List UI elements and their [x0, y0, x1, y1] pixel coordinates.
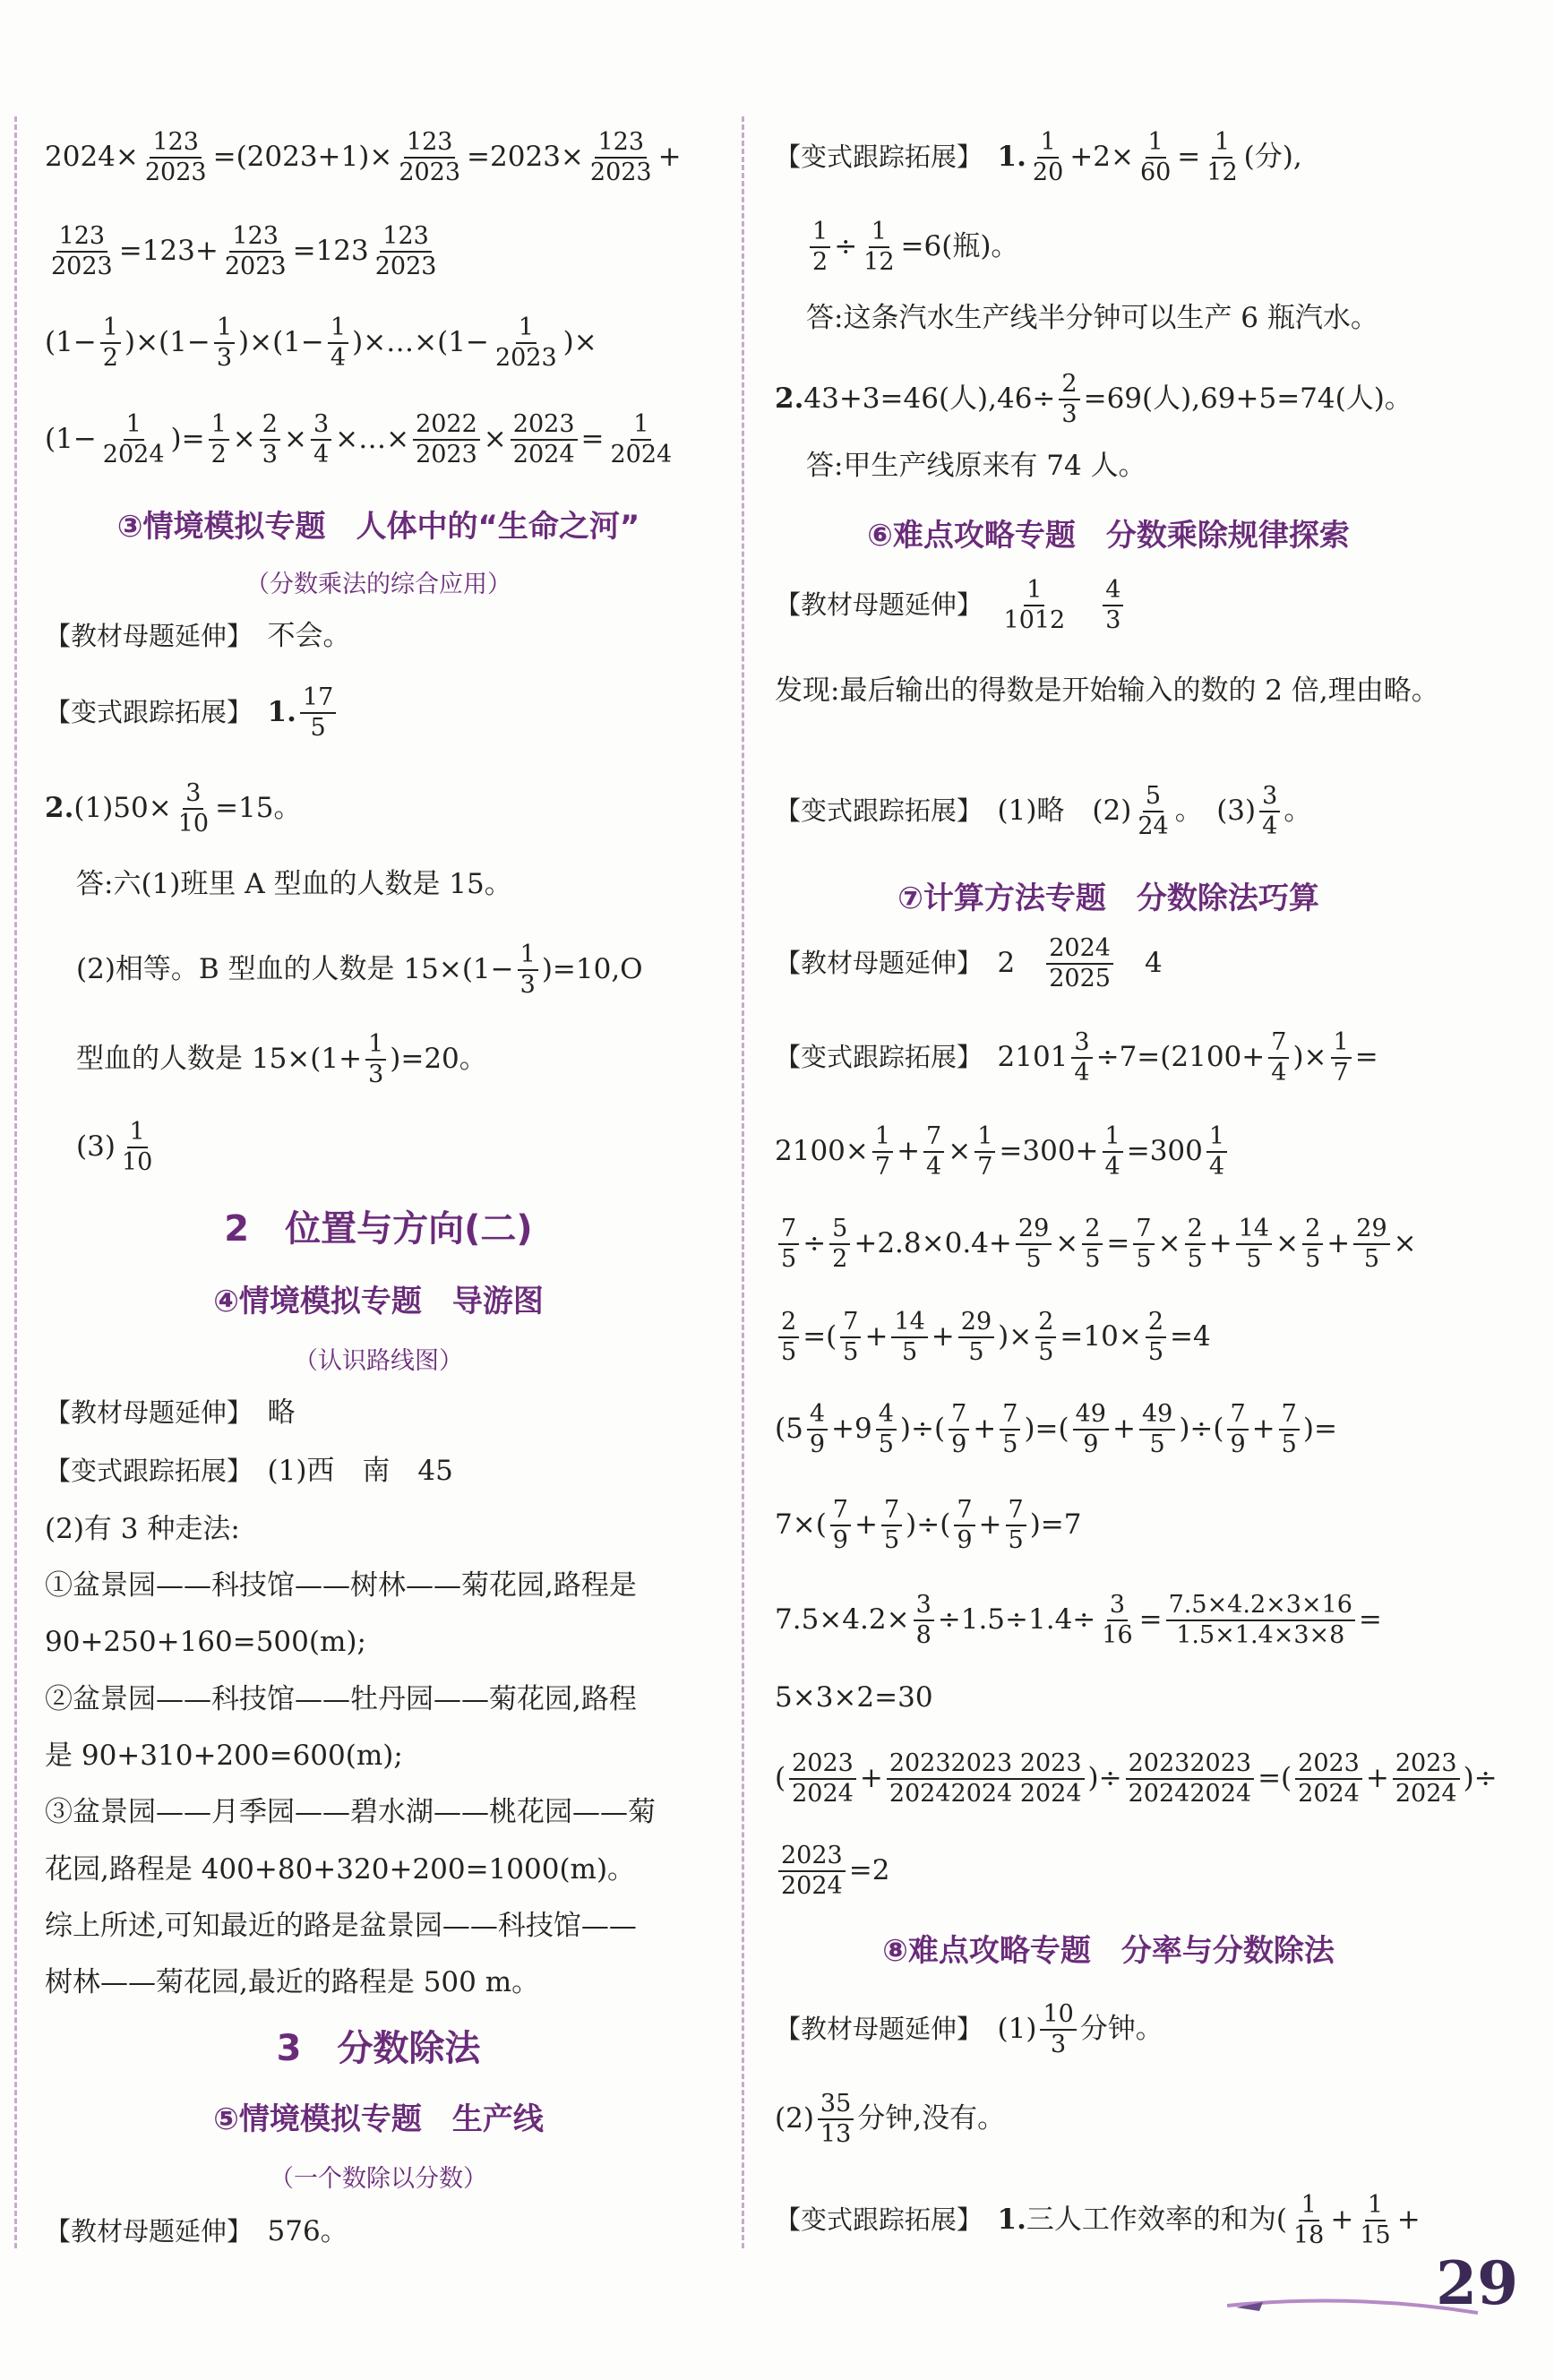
answer-line: 【变式跟踪拓展】 1.三人工作效率的和为( $\frac{1}{18}$ + $\frac{1}{15}$ +	[775, 2191, 1421, 2250]
answer-line: (3) $\frac{1}{10}$	[76, 1118, 153, 1177]
equation-line: 2100× $\frac{1}{7}$ + $\frac{7}{4}$ × $\frac{1}{7}$ =300+ $\frac{1}{4}$ =300 $\frac{1}{4}$	[775, 1124, 1231, 1181]
answer-line: 【教材母题延伸】 2 $\frac{2024}{2025}$ 4	[775, 934, 1163, 993]
section-heading: ⑥难点攻略专题 分数乘除规律探索	[867, 518, 1350, 554]
answer-line: 90+250+160=500(m);	[45, 1626, 366, 1658]
equation-line: ( $\frac{2023}{2024}$ + $\frac{20232023 2023}{20242024 2024}$ )÷ $\frac{20232023}{20242024}$ =( $\frac{2023}{2024}$ + $\frac{2023}{2024}$ )÷	[775, 1749, 1498, 1809]
answer-line: ①盆景园——科技馆——树林——菊花园,路程是	[45, 1569, 637, 1602]
answer-line: 综上所述,可知最近的路是盆景园——科技馆——	[45, 1910, 637, 1942]
equation-line: $\frac{7}{5}$ ÷ $\frac{5}{2}$ +2.8×0.4+ $\frac{29}{5}$ × $\frac{2}{5}$ = $\frac{7}{5}$ × $\frac{2}{5}$ + $\frac{14}{5}$ × $\frac{2}{5}$ + $\frac{29}{5}$ ×	[775, 1216, 1417, 1273]
page-number: 29	[1436, 2248, 1518, 2318]
answer-line: 答:六(1)班里 A 型血的人数是 15。	[76, 868, 512, 900]
section-heading: ④情境模拟专题 导游图	[213, 1284, 544, 1319]
answer-line: 【教材母题延伸】 略	[45, 1396, 296, 1429]
chapter-title: 2 位置与方向(二)	[224, 1208, 533, 1250]
left-margin-divider	[14, 116, 17, 2248]
section-subtitle: （认识路线图）	[294, 1347, 463, 1375]
answer-line: 【变式跟踪拓展】 1. $\frac{1}{20}$ +2× $\frac{1}{60}$ = $\frac{1}{12}$ (分),	[775, 128, 1302, 187]
answer-line: 花园,路程是 400+80+320+200=1000(m)。	[45, 1853, 636, 1886]
answer-line: (2)有 3 种走法:	[45, 1513, 240, 1545]
section-heading: ⑤情境模拟专题 生产线	[213, 2101, 544, 2137]
equation-line: $\frac{2023}{2024}$ =2	[775, 1843, 889, 1900]
answer-line: (2)相等。B 型血的人数是 15×(1− $\frac{1}{3}$ )=10,O	[76, 941, 643, 1000]
answer-line: 【变式跟踪拓展】 (1)西 南 45	[45, 1455, 453, 1487]
equation-line: (1− $\frac{1}{2}$ )×(1− $\frac{1}{3}$ )×(1− $\frac{1}{4}$ )×…×(1− $\frac{1}{2023}$ )×	[45, 314, 597, 373]
answer-line: $\frac{1}{2}$ ÷ $\frac{1}{12}$ =6(瓶)。	[806, 219, 1018, 276]
answer-line: 【变式跟踪拓展】 1. $\frac{17}{5}$	[45, 685, 339, 742]
answer-line: ③盆景园——月季园——碧水湖——桃花园——菊	[45, 1796, 656, 1828]
section-heading: ⑧难点攻略专题 分率与分数除法	[882, 1933, 1335, 1969]
section-subtitle: （一个数除以分数）	[270, 2165, 487, 2193]
column-divider	[742, 116, 744, 2248]
equation-line: (5 $\frac{4}{9}$ +9 $\frac{4}{5}$ )÷( $\frac{7}{9}$ + $\frac{7}{5}$ )=( $\frac{49}{9}$ + $\frac{49}{5}$ )÷( $\frac{7}{9}$ + $\frac{7}{5}$ )=	[775, 1400, 1337, 1459]
answer-line: 【教材母题延伸】 不会。	[45, 620, 351, 652]
answer-line: 【教材母题延伸】 576。	[45, 2215, 348, 2247]
answer-line: 答:这条汽水生产线半分钟可以生产 6 瓶汽水。	[806, 302, 1378, 334]
answer-paragraph: 发现:最后输出的得数是开始输入的数的 2 倍,理由略。	[775, 674, 1439, 707]
answer-line: 【变式跟踪拓展】 (1)略 (2) $\frac{5}{24}$ 。 (3) $\frac{3}{4}$ 。	[775, 782, 1312, 841]
equation-line: 7.5×4.2× $\frac{3}{8}$ ÷1.5÷1.4÷ $\frac{3}{16}$ = $\frac{7.5\times 4.2\times 3\times 16}{1.5\times 1.4\times 3\times 8}$ =	[775, 1591, 1382, 1650]
answer-line: 答:甲生产线原来有 74 人。	[806, 450, 1146, 482]
answer-line: 【教材母题延伸】 $\frac{1}{1012}$ $\frac{4}{3}$	[775, 578, 1127, 634]
section-heading: ⑦计算方法专题 分数除法巧算	[897, 881, 1319, 916]
answer-line: 树林——菊花园,最近的路程是 500 m。	[45, 1966, 540, 1998]
equation-line: $\frac{2}{5}$ =( $\frac{7}{5}$ + $\frac{14}{5}$ + $\frac{29}{5}$ )× $\frac{2}{5}$ =10× $\frac{2}{5}$ =4	[775, 1310, 1211, 1366]
answer-line: ②盆景园——科技馆——牡丹园——菊花园,路程	[45, 1683, 637, 1715]
chapter-title: 3 分数除法	[276, 2028, 481, 2069]
answer-line: 【教材母题延伸】 (1) $\frac{10}{3}$ 分钟。	[775, 2000, 1163, 2059]
answer-line: 型血的人数是 15×(1+ $\frac{1}{3}$ )=20。	[76, 1030, 487, 1089]
equation-line: $\frac{123}{2023}$ =123+ $\frac{123}{2023}$ =123 $\frac{123}{2023}$	[51, 222, 437, 281]
answer-line: 是 90+310+200=600(m);	[45, 1740, 403, 1772]
equation-line: (1− $\frac{1}{2024}$ )= $\frac{1}{2}$ × $\frac{2}{3}$ × $\frac{3}{4}$ ×…× $\frac{2022}{2023}$ × $\frac{2023}{2024}$ = $\frac{1}{2024}$	[45, 410, 673, 469]
answer-line: 2.43+3=46(人),46÷ $\frac{2}{3}$ =69(人),69+5=74(人)。	[775, 370, 1412, 429]
section-heading: ③情境模拟专题 人体中的“生命之河”	[116, 509, 640, 545]
equation-line: 7×( $\frac{7}{9}$ + $\frac{7}{5}$ )÷( $\frac{7}{9}$ + $\frac{7}{5}$ )=7	[775, 1496, 1082, 1555]
answer-line: 2.(1)50× $\frac{3}{10}$ =15。	[45, 779, 302, 838]
section-subtitle: （分数乘法的综合应用）	[245, 571, 511, 598]
equation-line: 2024× $\frac{123}{2023}$ =(2023+1)× $\frac{123}{2023}$ =2023× $\frac{123}{2023}$ +	[45, 128, 682, 187]
equation-line: 【变式跟踪拓展】 2101 $\frac{3}{4}$ ÷7=(2100+ $\frac{7}{4}$ )× $\frac{1}{7}$ =	[775, 1028, 1378, 1087]
equation-line: 5×3×2=30	[775, 1681, 933, 1714]
answer-line: (2) $\frac{35}{13}$ 分钟,没有。	[775, 2090, 1006, 2149]
